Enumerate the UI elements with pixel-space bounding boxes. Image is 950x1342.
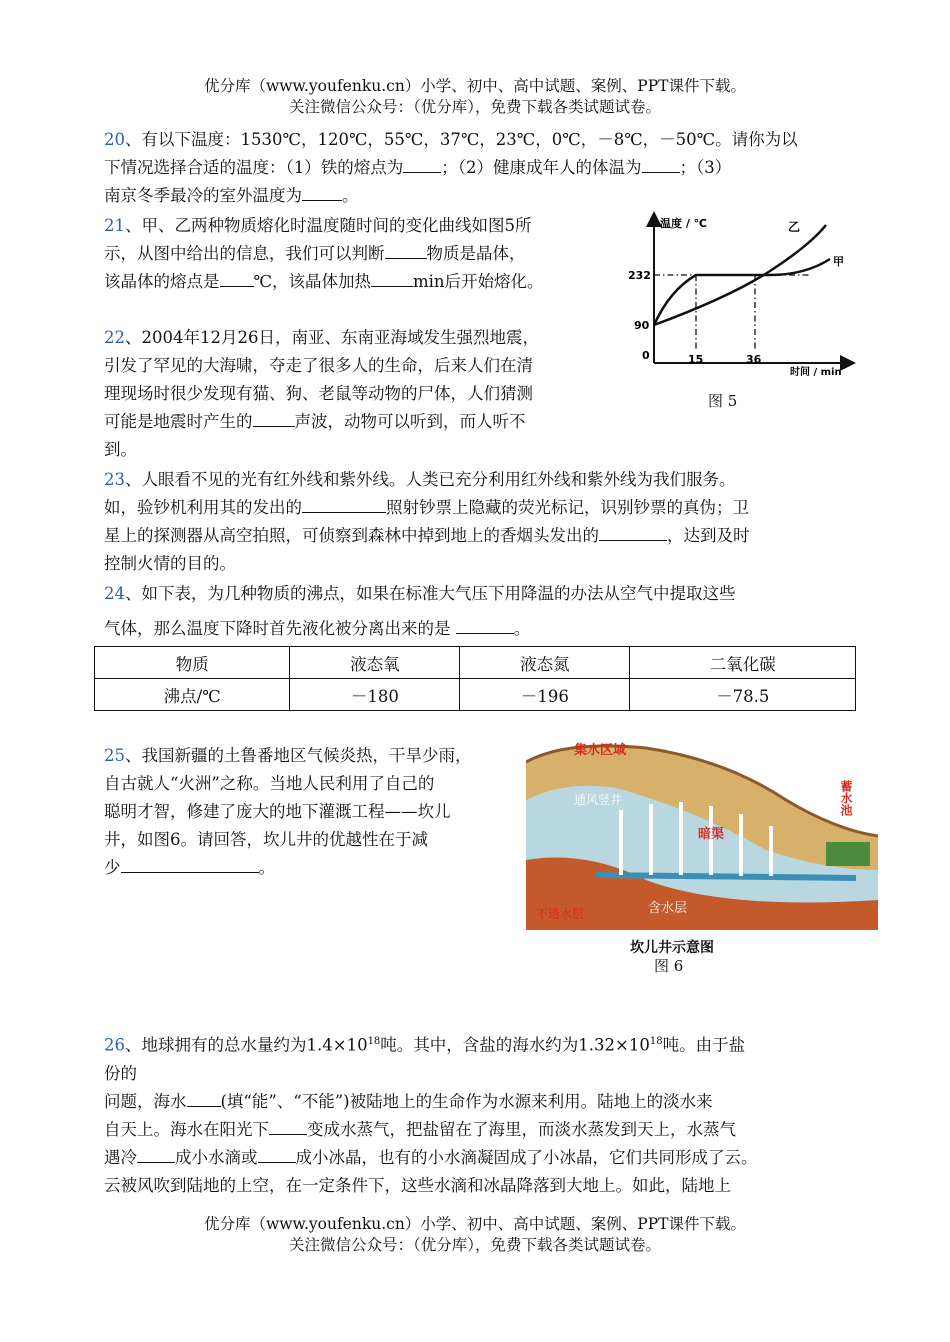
y-tick-90: 90 [634, 319, 650, 332]
table-header-cell: 液态氮 [460, 647, 630, 679]
answer-blank[interactable] [456, 615, 514, 634]
table-header-cell: 物质 [95, 647, 290, 679]
question-23: 23、人眼看不见的光有红外线和紫外线。人类已充分利用红外线和紫外线为我们服务。 如，验钞机利用其的发出的 照射钞票上隐藏的荧光标记，识别钞票的真伪；卫 星上的探测器从高空拍照，可侦察到森林中掉到地上的香烟头发出的 ，达到及时 控制火情的目的。 [104, 470, 750, 573]
x-tick-15: 15 [688, 353, 704, 366]
question-26: 26、地球拥有的总水量约为$1.4\times 10^{18}$吨。其中，含盐的海水约为$1.32\times 10^{18}$吨。由于盐 份的 问题，海水 (填“能”、“不能”)被陆地上的生命作为水源来利用。陆地上的淡水来 自天上。海水在阳光下 变成水蒸气，把盐留在了海里，而淡水蒸发到天上，水蒸气 遇冷 成小水滴或 成小冰晶，也有的小水滴凝固成了小冰晶，它们共同形成了云。 云被风吹到陆地的上空，在一定条件下，这些水滴和冰晶降落到大地上。如此，陆地上 [104, 1035, 758, 1195]
y-tick-232: 232 [628, 269, 651, 282]
table-cell: 沸点/℃ [95, 679, 290, 711]
question-number: 21 [104, 216, 125, 235]
answer-blank[interactable] [137, 1144, 175, 1163]
answer-blank[interactable] [599, 522, 667, 541]
answer-blank[interactable] [253, 408, 295, 427]
figure-5-caption: 图 5 [708, 392, 738, 410]
question-number: 24 [104, 584, 125, 603]
header-line-1: 优分库（www.youfenku.cn）小学、初中、高中试题、案例、PPT课件下载。 [203, 77, 747, 95]
boiling-point-table [94, 646, 856, 711]
question-24: 24、如下表，为几种物质的沸点，如果在标准大气压下用降温的办法从空气中提取这些 气体，那么温度下降时首先液化被分离出来的是 。 [104, 584, 736, 638]
question-25: 25、我国新疆的土鲁番地区气候炎热，干旱少雨， 自古就人“火洲”之称。当地人民利用了自己的 聪明才智，修建了庞大的地下灌溉工程——坎儿 井，如图6。请回答，坎儿井的优越性在于减 少 。 [104, 746, 472, 877]
answer-blank[interactable] [642, 154, 680, 173]
answer-blank[interactable] [220, 268, 254, 287]
x-tick-36: 36 [746, 353, 762, 366]
series-label-jia: 甲 [833, 255, 844, 268]
answer-blank[interactable] [187, 1088, 221, 1107]
footer-line-1: 优分库（www.youfenku.cn）小学、初中、高中试题、案例、PPT课件下载。 [203, 1215, 747, 1233]
x-axis-label: 时间 / min [790, 367, 842, 378]
question-number: 20 [104, 130, 125, 149]
label-catchment: 集水区域 [574, 743, 627, 758]
label-reservoir: 蓄水池 [839, 780, 853, 816]
table-cell: －196 [460, 679, 630, 711]
table-row [95, 679, 856, 711]
label-channel: 暗渠 [698, 827, 725, 842]
footer-line-2: 关注微信公众号：（优分库），免费下载各类试题试卷。 [288, 1236, 661, 1254]
question-number: 23 [104, 470, 125, 489]
reservoir-field [826, 842, 870, 866]
answer-blank[interactable] [258, 1144, 296, 1163]
figure-6-caption: 图 6 [654, 957, 684, 975]
label-aquifer: 含水层 [648, 901, 688, 916]
melting-curve-figure [620, 205, 860, 385]
underground-channel [596, 875, 856, 878]
answer-blank[interactable] [269, 1116, 307, 1135]
table-cell: －180 [290, 679, 460, 711]
label-impermeable: 不透水层 [536, 907, 585, 921]
label-shaft: 通风竖井 [574, 793, 623, 807]
karez-diagram [526, 740, 878, 932]
table-header-cell: 二氧化碳 [630, 647, 856, 679]
answer-blank[interactable] [403, 154, 441, 173]
question-number: 22 [104, 328, 125, 347]
table-cell: －78.5 [630, 679, 856, 711]
table-header-row [95, 647, 856, 679]
question-20: 20、有以下温度：1530℃，120℃，55℃，37℃，23℃，0℃，－8℃，－50℃。请你为以 下情况选择合适的温度：（1）铁的熔点为 ；（2）健康成年人的体温为 ；（3） 南京冬季最冷的室外温度为 。 [104, 130, 798, 205]
origin-label: 0 [642, 349, 650, 362]
y-axis-label: 温度 / ℃ [660, 217, 707, 230]
header-line-2: 关注微信公众号：（优分库），免费下载各类试题试卷。 [288, 98, 661, 116]
answer-blank[interactable] [385, 240, 427, 259]
question-number: 25 [104, 746, 125, 765]
answer-blank[interactable] [121, 854, 259, 873]
question-22: 22、2004年12月26日，南亚、东南亚海域发生强烈地震， 引发了罕见的大海啸，夺走了很多人的生命，后来人们在清 理现场时很少发现有猫、狗、老鼠等动物的尸体，人们猜测 可能是地震时产生的 声波，动物可以听到，而人听不 到。 [104, 328, 539, 459]
answer-blank[interactable] [302, 494, 386, 513]
answer-blank[interactable] [371, 268, 413, 287]
series-label-yi: 乙 [788, 220, 801, 234]
question-21: 21、甲、乙两种物质熔化时温度随时间的变化曲线如图5所 示，从图中给出的信息，我们可以判断 物质是晶体， 该晶体的熔点是 ℃，该晶体加热 min后开始熔化。 [104, 216, 544, 291]
figure-6-title: 坎儿井示意图 [630, 940, 714, 956]
question-number: 26 [104, 1035, 125, 1055]
answer-blank[interactable] [302, 182, 342, 201]
table-header-cell: 液态氧 [290, 647, 460, 679]
